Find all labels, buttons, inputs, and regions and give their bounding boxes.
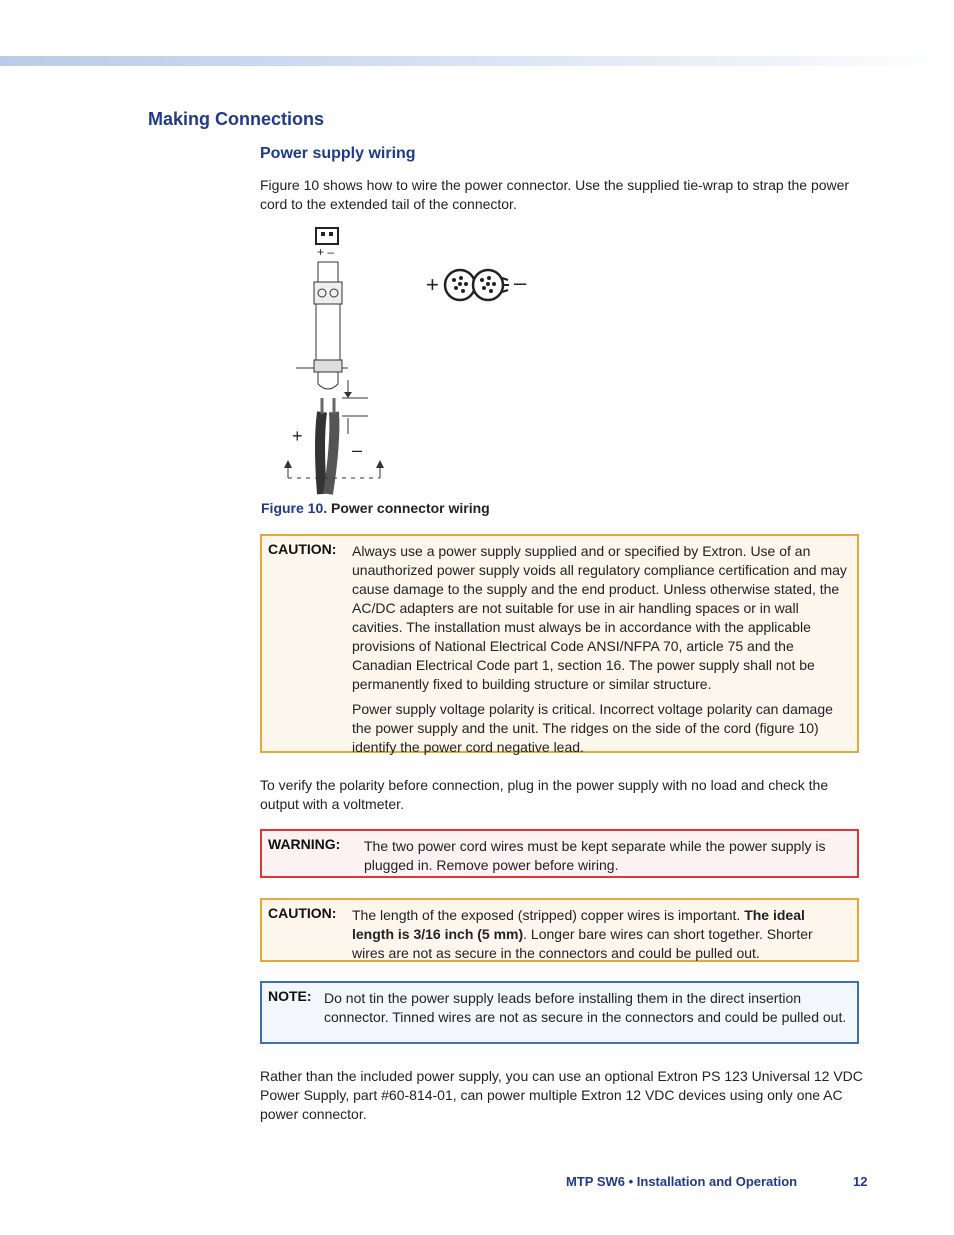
connector-wiring-diagram: [278, 222, 538, 502]
caution-paragraph-1: Always use a power supply supplied and or specified by Extron. Use of an unauthorized power supply voids all regulatory compliance certification and may cause damage to the supply and the end product. Unless otherwise stated, the AC/DC adapters are not suitable for use in air handling spaces or in wall cavities. The installation must always be in accordance with the applicable provisions of National Electrical Code ANSI/NFPA 70, article 75 and the Canadian Electrical Code part 1, section 16. The power supply shall not be permanently fixed to building structure or similar structure.: [352, 543, 847, 692]
figure-title: Power connector wiring: [331, 500, 490, 516]
subsection-heading: Power supply wiring: [260, 145, 416, 162]
verify-paragraph: To verify the polarity before connection, plug in the power supply with no load and check the output with a voltmeter.: [260, 777, 829, 812]
cross-section-minus: –: [514, 270, 527, 295]
caution-paragraph-2: Power supply voltage polarity is critical. Incorrect voltage polarity can damage the power supply and the unit. The ridges on the side of the cord (figure 10) identify the power cord negative lead.: [352, 701, 833, 755]
caution-text-2: [352, 906, 849, 963]
warning-box: [260, 829, 859, 878]
caution-box-power-supply: [260, 534, 859, 753]
plus-label: +: [292, 426, 303, 446]
section-heading: Making Connections: [148, 109, 325, 129]
note-box: [260, 981, 859, 1044]
warning-text: The two power cord wires must be kept separate while the power supply is plugged in. Remove power before wiring.: [364, 838, 826, 873]
caution-text-2-bold: The ideal length is 3/16 inch (5 mm): [352, 907, 805, 942]
footer-title: MTP SW6 • Installation and Operation: [566, 1174, 798, 1189]
minus-label: –: [352, 440, 363, 460]
figure-caption: [261, 500, 490, 516]
caution-label-2: CAUTION:: [268, 905, 337, 921]
caution-text-2a: The length of the exposed (stripped) copper wires is important.: [352, 907, 745, 923]
warning-label: WARNING:: [268, 836, 341, 852]
cross-section-plus: +: [426, 272, 439, 297]
header-gradient-bar: [0, 56, 954, 66]
top-polarity-label: + –: [317, 245, 335, 259]
note-label: NOTE:: [268, 988, 312, 1004]
closing-paragraph: Rather than the included power supply, you can use an optional Extron PS 123 Universal 12 VDC Power Supply, part #60-814-01, can power multiple Extron 12 VDC devices using only one AC power connector.: [260, 1068, 863, 1122]
power-connector-figure: [278, 222, 538, 502]
caution-label: CAUTION:: [268, 541, 337, 557]
note-text: Do not tin the power supply leads before installing them in the direct insertion connector. Tinned wires are not as secure in the connectors and could be pulled out.: [324, 990, 847, 1025]
caution-box-wire-length: [260, 898, 859, 962]
figure-number: Figure 10.: [261, 500, 328, 516]
intro-paragraph: Figure 10 shows how to wire the power connector. Use the supplied tie-wrap to strap the power cord to the extended tail of the connector.: [260, 177, 850, 212]
page-number: 12: [853, 1174, 868, 1189]
caution-text-2b: . Longer bare wires can short together. Shorter wires are not as secure in the connectors and could be pulled out.: [352, 926, 813, 961]
